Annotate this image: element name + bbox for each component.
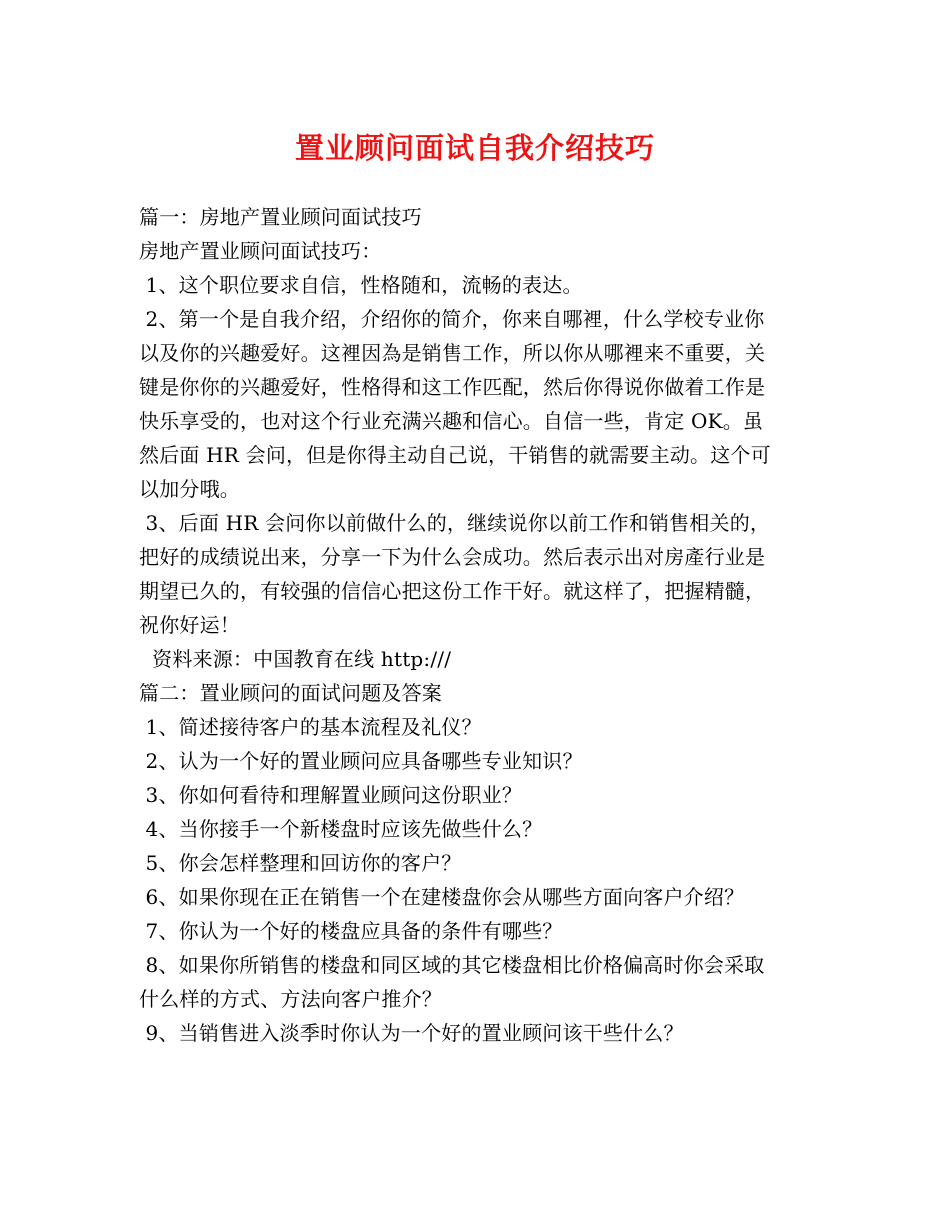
section-heading: 篇二：置业顾问的面试问题及答案 <box>139 681 442 705</box>
text-line: 3、后面 HR 会问你以前做什么的，继续说你以前工作和销售相关的， <box>139 511 771 535</box>
text-line: 快乐享受的，也对这个行业充满兴趣和信心。自信一些，肯定 OK。虽 <box>139 409 764 433</box>
text-line: 然后面 HR 会问，但是你得主动自己说，干销售的就需要主动。这个可 <box>139 443 771 467</box>
question-item: 2、认为一个好的置业顾问应具备哪些专业知识？ <box>139 749 583 773</box>
text-line: 篇一：房地产置业顾问面试技巧 <box>139 205 422 229</box>
question-item: 6、如果你现在正在销售一个在建楼盘你会从哪些方面向客户介绍？ <box>139 885 745 909</box>
question-item: 5、你会怎样整理和回访你的客户？ <box>139 851 462 875</box>
text-line: 1、这个职位要求自信，性格随和，流畅的表达。 <box>139 273 583 297</box>
text-line: 2、第一个是自我介绍，介绍你的简介，你来自哪裡，什么学校专业你 <box>139 307 765 331</box>
text-line: 键是你你的兴趣爱好，性格得和这工作匹配，然后你得说你做着工作是 <box>139 375 766 399</box>
question-item: 3、你如何看待和理解置业顾问这份职业？ <box>139 783 523 807</box>
text-line: 以加分哦。 <box>139 477 240 501</box>
text-line: 把好的成绩说出来，分享一下为什么会成功。然后表示出对房產行业是 <box>139 545 766 569</box>
document-body <box>139 200 819 1050</box>
question-item: 9、当销售进入淡季时你认为一个好的置业顾问该干些什么？ <box>139 1021 684 1045</box>
text-line: 以及你的兴趣爱好。这裡因為是销售工作，所以你从哪裡来不重要，关 <box>139 341 766 365</box>
question-item: 8、如果你所销售的楼盘和同区域的其它楼盘相比价格偏高时你会采取 <box>139 953 765 977</box>
question-item: 1、简述接待客户的基本流程及礼仪？ <box>139 715 482 739</box>
source-line: 资料来源：中国教育在线 http:/// <box>139 647 452 671</box>
question-item: 4、当你接手一个新楼盘时应该先做些什么？ <box>139 817 543 841</box>
question-item: 7、你认为一个好的楼盘应具备的条件有哪些？ <box>139 919 563 943</box>
document-title: 置业顾问面试自我介绍技巧 <box>294 131 655 165</box>
question-item: 什么样的方式、方法向客户推介？ <box>139 987 442 1011</box>
text-line: 祝你好运！ <box>139 613 240 637</box>
text-line: 期望已久的，有较强的信信心把这份工作干好。就这样了，把握精髓， <box>139 579 766 603</box>
text-line: 房地产置业顾问面试技巧： <box>139 239 382 263</box>
